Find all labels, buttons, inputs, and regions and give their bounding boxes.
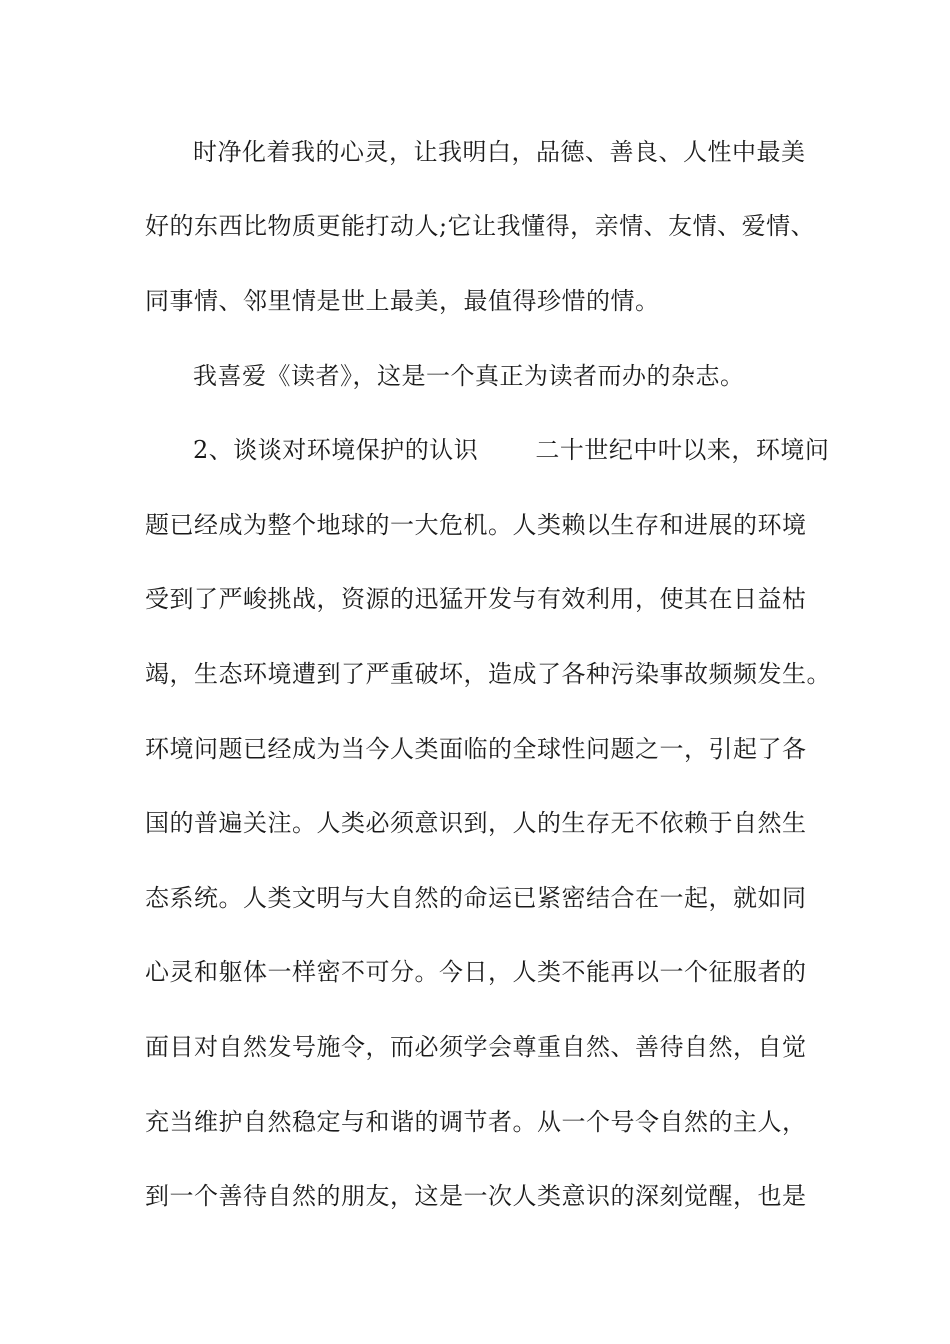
text-line: 充当维护自然稳定与和谐的调节者。从一个号令自然的主人，: [145, 1108, 807, 1136]
text-line: 受到了严峻挑战，资源的迅猛开发与有效利用，使其在日益枯: [145, 585, 807, 613]
text-line: 态系统。人类文明与大自然的命运已紧密结合在一起，就如同: [145, 884, 807, 912]
text-line: 我喜爱《读者》，这是一个真正为读者而办的杂志。: [193, 362, 745, 390]
text-line: 到一个善待自然的朋友，这是一次人类意识的深刻觉醒，也是: [145, 1182, 807, 1210]
text-line: 心灵和躯体一样密不可分。今日，人类不能再以一个征服者的: [145, 958, 807, 986]
text-line: 环境问题已经成为当今人类面临的全球性问题之一，引起了各: [145, 735, 807, 763]
text-line: 好的东西比物质更能打动人;它让我懂得，亲情、友情、爱情、: [145, 212, 816, 240]
text-line: 时净化着我的心灵，让我明白，品德、善良、人性中最美: [193, 138, 806, 166]
text-line: 2、谈谈对环境保护的认识 二十世纪中叶以来，环境问: [193, 436, 830, 464]
text-line: 面目对自然发号施令，而必须学会尊重自然、善待自然，自觉: [145, 1033, 807, 1061]
text-line: 竭，生态环境遭到了严重破坏，造成了各种污染事故频频发生。: [145, 660, 831, 688]
text-line: 同事情、邻里情是世上最美，最值得珍惜的情。: [145, 287, 660, 315]
text-line: 题已经成为整个地球的一大危机。人类赖以生存和进展的环境: [145, 511, 807, 539]
text-line: 国的普遍关注。人类必须意识到，人的生存无不依赖于自然生: [145, 809, 807, 837]
